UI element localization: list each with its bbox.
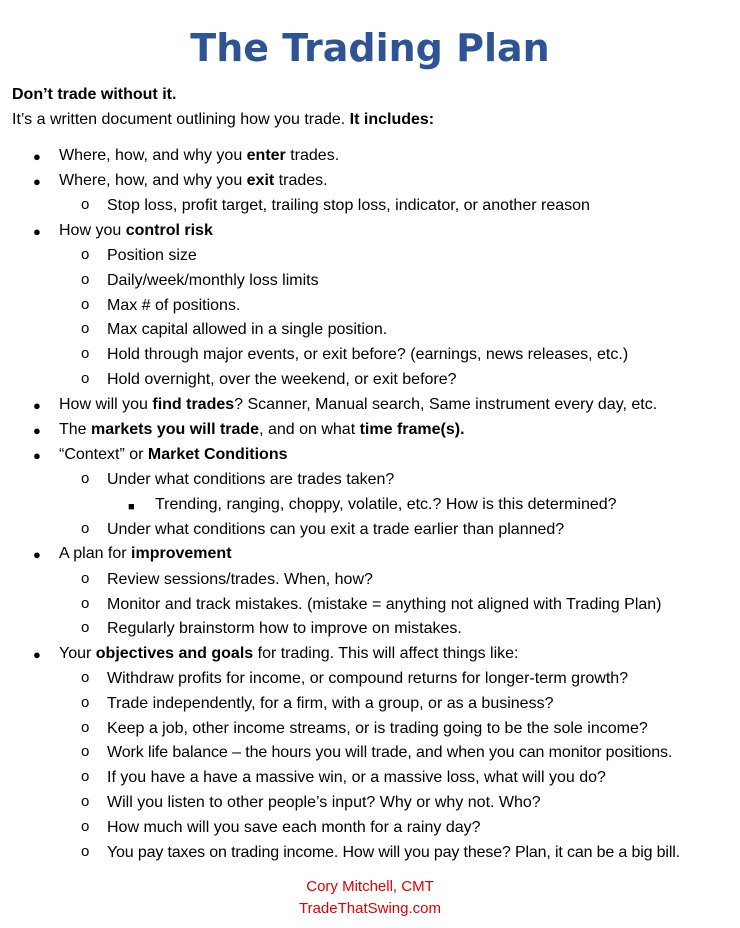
bullet-circle-icon: o — [81, 470, 90, 487]
list-subitem: Under what conditions can you exit a trade earlier than planned? — [107, 521, 565, 538]
list-subitem: How much will you save each month for a rainy day? — [107, 819, 481, 836]
bullet-dot-icon: ● — [33, 224, 41, 239]
list-subitem: Review sessions/trades. When, how? — [107, 571, 373, 588]
list-item: Where, how, and why you enter trades. — [59, 147, 340, 164]
bullet-circle-icon: o — [81, 719, 90, 736]
list-subitem: Trade independently, for a firm, with a group, or as a business? — [107, 695, 554, 712]
bullet-circle-icon: o — [81, 370, 90, 387]
list-item: How you control risk — [59, 222, 213, 239]
list-subitem: Keep a job, other income streams, or is trading going to be the sole income? — [107, 720, 648, 737]
list-subitem: Withdraw profits for income, or compound returns for longer-term growth? — [107, 670, 629, 687]
bullet-circle-icon: o — [81, 570, 90, 587]
list-item: “Context” or Market Conditions — [59, 446, 288, 463]
footer-author: Cory Mitchell, CMT — [306, 878, 434, 895]
list-item: How will you find trades? Scanner, Manual search, Same instrument every day, etc. — [59, 396, 658, 413]
bullet-circle-icon: o — [81, 271, 90, 288]
list-subitem: Regularly brainstorm how to improve on mistakes. — [107, 620, 462, 637]
bullet-dot-icon: ● — [33, 647, 41, 662]
bullet-dot-icon: ● — [33, 448, 41, 463]
intro-tagline: Don’t trade without it. — [12, 86, 177, 103]
list-item: Where, how, and why you exit trades. — [59, 172, 328, 189]
list-subitem: Position size — [107, 247, 197, 264]
list-subitem: Max # of positions. — [107, 297, 241, 314]
bullet-circle-icon: o — [81, 296, 90, 313]
bullet-circle-icon: o — [81, 619, 90, 636]
list-item: A plan for improvement — [59, 545, 232, 562]
bullet-circle-icon: o — [81, 345, 90, 362]
list-subitem: Daily/week/monthly loss limits — [107, 272, 319, 289]
intro-description: It’s a written document outlining how you trade. It includes: — [12, 111, 435, 128]
bullet-circle-icon: o — [81, 843, 90, 860]
bullet-square-icon: ■ — [128, 501, 135, 513]
list-subitem: Monitor and track mistakes. (mistake = anything not aligned with Trading Plan) — [107, 596, 662, 613]
footer-website-link[interactable]: TradeThatSwing.com — [298, 900, 441, 917]
bullet-circle-icon: o — [81, 520, 90, 537]
list-subitem: Stop loss, profit target, trailing stop loss, indicator, or another reason — [107, 197, 590, 214]
list-item: The markets you will trade, and on what time frame(s). — [59, 421, 465, 438]
bullet-circle-icon: o — [81, 196, 90, 213]
bullet-circle-icon: o — [81, 743, 90, 760]
list-subitem: Will you listen to other people’s input? Why or why not. Who? — [107, 794, 541, 811]
bullet-dot-icon: ● — [33, 423, 41, 438]
list-subitem: Max capital allowed in a single position. — [107, 321, 388, 338]
bullet-circle-icon: o — [81, 694, 90, 711]
list-subsubitem: Trending, ranging, choppy, volatile, etc.? How is this determined? — [155, 496, 617, 513]
list-item: Your objectives and goals for trading. This will affect things like: — [59, 645, 519, 662]
bullet-dot-icon: ● — [33, 547, 41, 562]
bullet-dot-icon: ● — [33, 149, 41, 164]
bullet-circle-icon: o — [81, 818, 90, 835]
list-subitem: Under what conditions are trades taken? — [107, 471, 395, 488]
list-subitem: Work life balance – the hours you will trade, and when you can monitor positions. — [107, 744, 673, 761]
bullet-dot-icon: ● — [33, 174, 41, 189]
list-subitem: Hold overnight, over the weekend, or exit before? — [107, 371, 457, 388]
list-subitem: You pay taxes on trading income. How will you pay these? Plan, it can be a big bill. — [107, 844, 680, 861]
bullet-circle-icon: o — [81, 669, 90, 686]
list-subitem: Hold through major events, or exit before? (earnings, news releases, etc.) — [107, 346, 629, 363]
page-title: The Trading Plan — [190, 26, 550, 70]
bullet-circle-icon: o — [81, 768, 90, 785]
bullet-circle-icon: o — [81, 793, 90, 810]
bullet-dot-icon: ● — [33, 398, 41, 413]
list-subitem: If you have a have a massive win, or a massive loss, what will you do? — [107, 769, 606, 786]
bullet-circle-icon: o — [81, 246, 90, 263]
bullet-circle-icon: o — [81, 320, 90, 337]
bullet-circle-icon: o — [81, 595, 90, 612]
